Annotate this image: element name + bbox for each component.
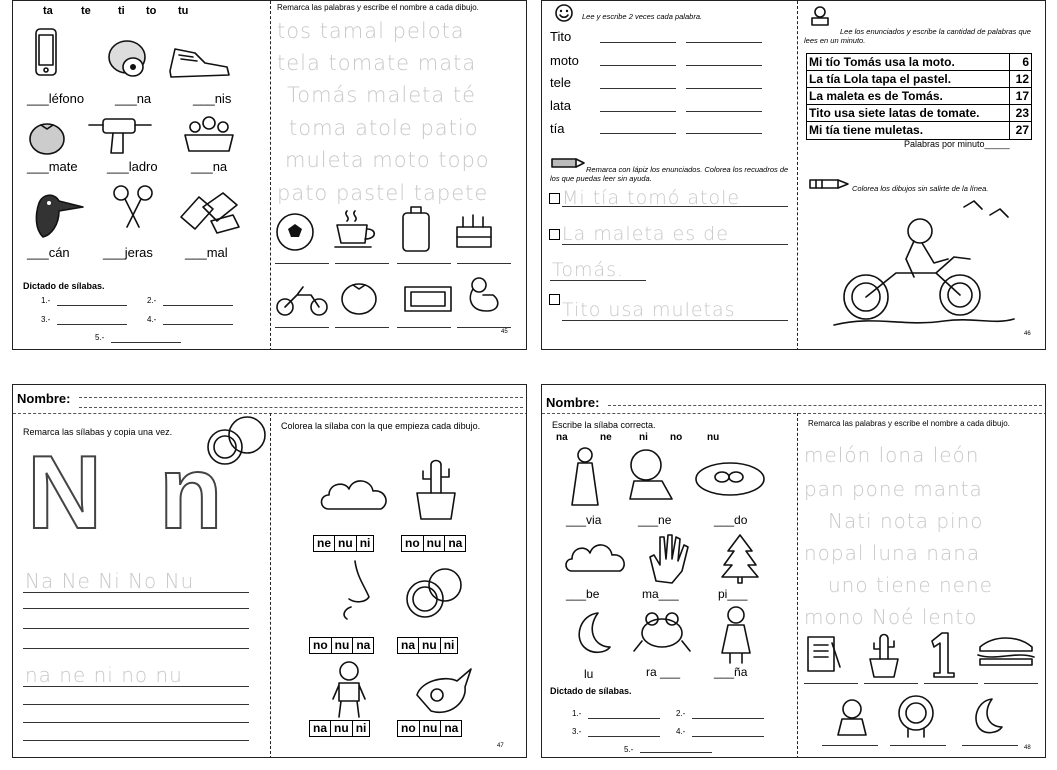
checkbox-2[interactable]: [549, 229, 560, 240]
trace-upper-syllables: Na Ne Ni No Nu: [25, 569, 195, 593]
trace-row-4: nopal luna nana: [804, 541, 981, 565]
sentence-count-3: 17: [1009, 88, 1031, 104]
word-nis: ___nis: [193, 91, 232, 106]
dictation-title: Dictado de sílabas.: [550, 686, 632, 696]
word-jeras: ___jeras: [103, 245, 153, 260]
frog-icon: [632, 609, 692, 655]
words-per-minute: Palabras por minuto_____: [904, 139, 1010, 149]
cloud-icon: [319, 473, 393, 521]
sentences-instruction: Lee los enunciados y escribe la cantidad de palabras que lees en un minuto.: [804, 27, 1031, 45]
color-instruction: Colorea los dibujos sin salirte de la línea.: [852, 184, 989, 193]
trace-row-5: muleta moto topo: [285, 148, 490, 172]
syllable-to: to: [146, 5, 157, 17]
syllable-nu: nu: [707, 432, 720, 443]
orange-icon-2: [403, 567, 467, 621]
word-lu: lu: [584, 667, 594, 681]
bride-icon: [568, 445, 602, 509]
worksheet-page-46: [541, 0, 1046, 350]
cactus-icon-2: [864, 631, 904, 679]
word-na: ___ña: [714, 665, 748, 679]
word-pi: pi___: [718, 587, 748, 601]
dictation-1: 1.-: [572, 709, 582, 718]
boy-reading-icon: [808, 5, 832, 27]
syllable-tu: tu: [178, 5, 189, 17]
word-ma: ma___: [642, 587, 679, 601]
word-mal: ___mal: [185, 245, 228, 260]
boy-on-motorcycle-icon: [814, 197, 1034, 337]
trace-row-6: mono Noé lento: [804, 605, 978, 629]
girl-icon: [718, 603, 754, 665]
trace-sentence-4: Tito usa muletas: [562, 299, 736, 321]
dictation-title: Dictado de sílabas.: [23, 281, 105, 291]
syllable-box-2[interactable]: no nu na: [401, 535, 466, 552]
number-one-icon: [926, 629, 956, 681]
word-na: ___na: [115, 91, 152, 106]
name-label: Nombre:: [546, 395, 600, 410]
dictation-4: 4.-: [147, 315, 157, 324]
worksheet-page-48: [541, 384, 1046, 758]
page-fold: [270, 1, 271, 350]
dictation-5: 5.-: [95, 333, 105, 342]
scissors-icon: [109, 183, 161, 233]
sentence-count-4: 23: [1009, 105, 1031, 121]
soccer-ball-icon: [275, 211, 315, 253]
word-na-2: ___na: [191, 159, 228, 174]
dictation-4: 4.-: [676, 727, 686, 736]
trace-row-3: Tomás maleta té: [287, 83, 477, 107]
syllable-na: na: [556, 432, 568, 443]
hand-icon: [642, 531, 696, 585]
trace-sentence-3: Tomás.: [552, 259, 625, 281]
pine-tree-icon: [720, 531, 760, 585]
cake-icon: [453, 203, 497, 253]
page-number: 45: [501, 329, 508, 335]
sentence-2: La tía Lola tapa el pastel.: [809, 72, 952, 86]
trace-sentence-1: Mi tía tomó atole: [562, 187, 741, 209]
page-fold: [797, 413, 798, 758]
sentence-count-2: 12: [1009, 71, 1031, 87]
word-do: ___do: [714, 513, 748, 527]
moon-icon-2: [966, 695, 1006, 735]
word-moto: moto: [550, 53, 579, 68]
syllable-ne: ne: [600, 432, 612, 443]
notebook-icon: [804, 633, 844, 677]
dictation-3: 3.-: [41, 315, 51, 324]
boy-sitting-icon: [832, 695, 874, 739]
smiley-icon: [554, 3, 574, 23]
motorcycle-icon: [275, 277, 329, 317]
syllable-ta: ta: [43, 5, 53, 17]
syllable-box-4[interactable]: na nu ni: [397, 637, 458, 654]
word-be: ___be: [566, 587, 600, 601]
sentence-1: Mi tío Tomás usa la moto.: [809, 55, 955, 69]
spaceship-icon: [409, 661, 475, 723]
dictation-2: 2.-: [147, 296, 157, 305]
telephone-icon: [31, 27, 61, 79]
sandwich-icon: [974, 633, 1036, 677]
word-ne: ___ne: [638, 513, 672, 527]
syllable-box-6[interactable]: no nu na: [397, 720, 462, 737]
nose-icon: [335, 557, 375, 623]
kiwi-icon: [105, 37, 153, 81]
trace-instruction: Remarca las palabras y escribe el nombre a cada dibujo.: [808, 419, 1010, 428]
checkbox-3[interactable]: [549, 294, 560, 305]
lion-icon: [894, 693, 938, 739]
drill-icon: [85, 113, 155, 157]
instruction-text: Remarca las palabras y escribe el nombre a cada dibujo.: [277, 3, 479, 12]
tomato-icon: [27, 119, 69, 157]
word-ladro: ___ladro: [107, 159, 158, 174]
word-lata: lata: [550, 98, 571, 113]
word-ra: ra ___: [646, 665, 681, 679]
trace-row-4: toma atole patio: [289, 116, 479, 140]
page-number: 47: [497, 743, 504, 749]
tea-cup-icon: [333, 207, 381, 251]
read-instruction: Lee y escribe 2 veces cada palabra.: [582, 12, 703, 21]
page-number: 46: [1024, 331, 1031, 337]
syllable-ni: ni: [639, 432, 648, 443]
crayon-icon: [808, 177, 850, 191]
boy-icon: [329, 659, 369, 721]
trace-row-2: tela tomate mata: [277, 51, 477, 75]
word-tito: Tito: [550, 29, 572, 44]
sentences-table: [806, 53, 1032, 140]
trace-sentence-2: La maleta es de: [562, 223, 729, 245]
trace-instruction: Remarca con lápiz los enunciados. Colorea los recuadros de los que puedas leer sin ayuda.: [550, 165, 789, 183]
syllable-ti: ti: [118, 5, 125, 17]
sentence-3: La maleta es de Tomás.: [809, 89, 943, 103]
dictation-3: 3.-: [572, 727, 582, 736]
suitcase-icon: [397, 203, 437, 255]
worksheet-page-47: [12, 384, 527, 758]
sneaker-icon: [165, 41, 235, 81]
syllable-box-5[interactable]: na nu ni: [309, 720, 370, 737]
dictation-5: 5.-: [624, 745, 634, 754]
trace-row-6: pato pastel tapete: [277, 181, 489, 205]
trace-row-2: pan pone manta: [804, 477, 983, 501]
word-lefono: ___léfono: [27, 91, 85, 106]
syllable-instruction: Escribe la sílaba correcta.: [552, 420, 656, 430]
trace-row-1: tos tamal pelota: [277, 19, 465, 43]
worksheet-page-45: [12, 0, 527, 350]
syllable-no: no: [670, 432, 683, 443]
trace-instruction: Remarca las sílabas y copia una vez.: [23, 427, 173, 437]
trace-row-5: uno tiene nene: [828, 573, 993, 597]
nest-icon: [692, 455, 768, 499]
page-fold: [797, 1, 798, 350]
cactus-icon: [411, 457, 461, 523]
big-letter-n-upper: N: [27, 435, 101, 551]
rug-icon: [401, 283, 455, 315]
sentence-5: Mi tía tiene muletas.: [809, 123, 924, 137]
word-tia: tía: [550, 121, 565, 136]
word-mate: ___mate: [27, 159, 78, 174]
toucan-icon: [29, 189, 87, 241]
dictation-1: 1.-: [41, 296, 51, 305]
syllable-te: te: [81, 5, 91, 17]
word-via: ___via: [566, 513, 602, 527]
trace-row-3: Nati nota pino: [828, 509, 984, 533]
bathtub-icon: [181, 113, 237, 157]
trace-lower-syllables: na ne ni no nu: [25, 663, 183, 687]
word-tele: tele: [550, 75, 571, 90]
moon-icon: [568, 607, 612, 657]
checkbox-1[interactable]: [549, 193, 560, 204]
big-letter-n-lower: n: [159, 435, 223, 551]
word-can: ___cán: [27, 245, 70, 260]
sentence-count-1: 6: [1009, 54, 1031, 70]
sentence-count-5: 27: [1009, 122, 1031, 139]
sentence-4: Tito usa siete latas de tomate.: [809, 106, 980, 120]
tamales-icon: [177, 187, 243, 235]
baby-icon: [622, 447, 680, 505]
cloud-icon: [564, 537, 630, 581]
syllable-box-1[interactable]: ne nu ni: [313, 535, 374, 552]
syllable-box-3[interactable]: no nu na: [309, 637, 374, 654]
page-number: 48: [1024, 745, 1031, 751]
trace-row-1: melón lona león: [804, 443, 980, 467]
duck-icon: [465, 275, 505, 317]
color-instruction: Colorea la sílaba con la que empieza cada dibujo.: [281, 421, 481, 431]
tomato-icon-2: [339, 277, 381, 317]
name-label: Nombre:: [17, 391, 71, 406]
dictation-2: 2.-: [676, 709, 686, 718]
